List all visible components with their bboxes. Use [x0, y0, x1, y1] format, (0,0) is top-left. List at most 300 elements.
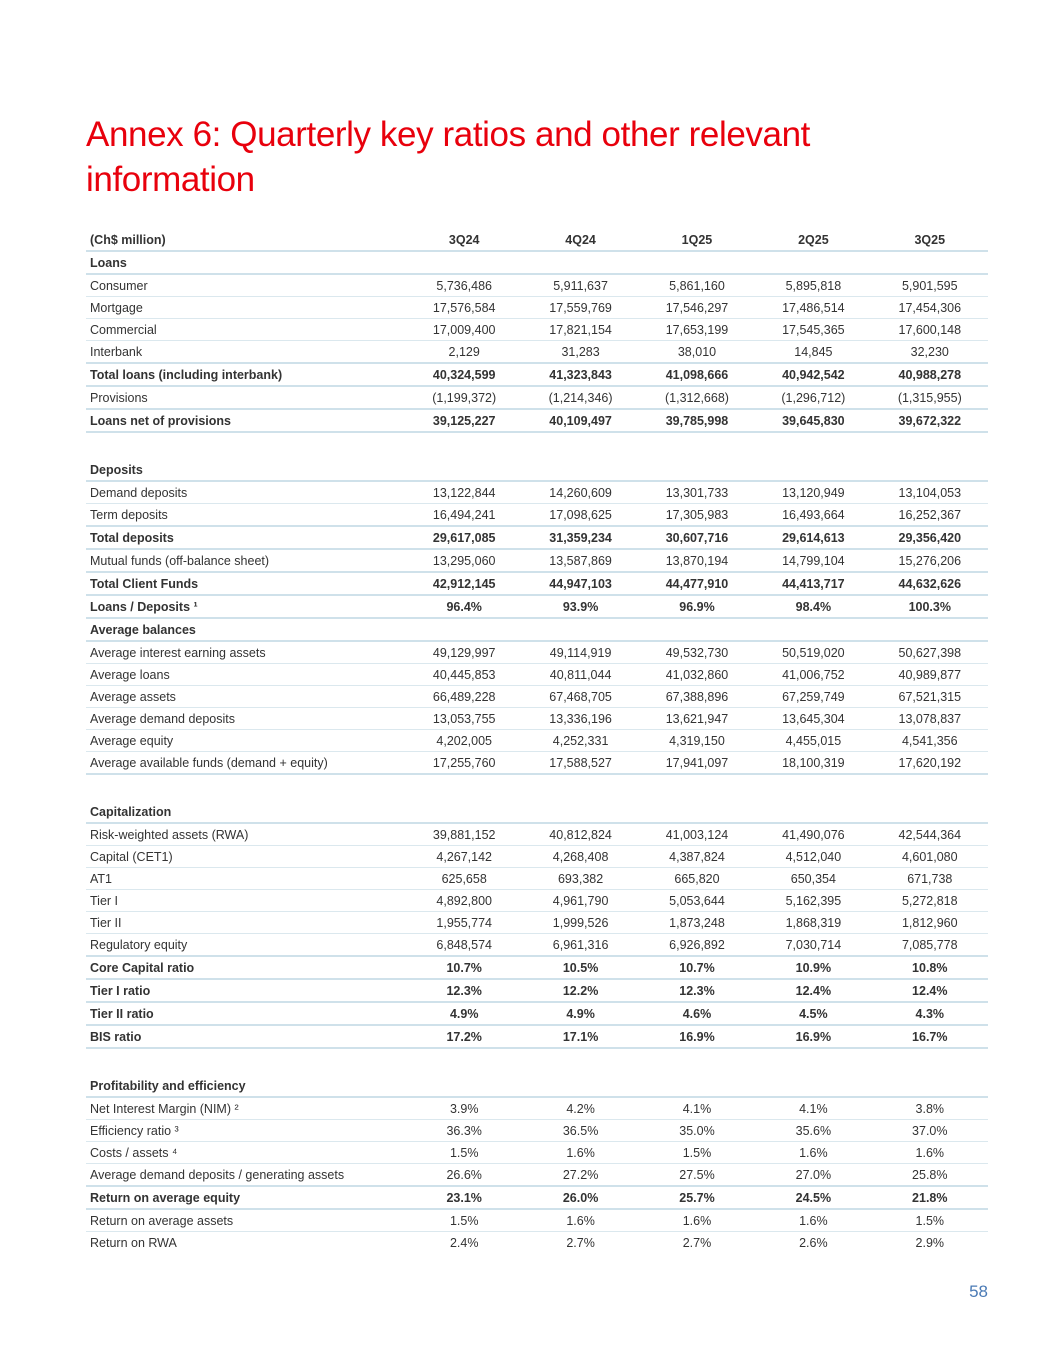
row-label: AT1	[86, 868, 406, 890]
value-cell: 40,109,497	[522, 409, 638, 432]
total-row	[86, 572, 988, 595]
table-row	[86, 846, 988, 868]
value-cell: 650,354	[755, 868, 871, 890]
row-label: Average available funds (demand + equity)	[86, 752, 406, 775]
value-cell: 1.6%	[522, 1142, 638, 1164]
row-label: Risk-weighted assets (RWA)	[86, 823, 406, 846]
value-cell: 4.6%	[639, 1002, 755, 1025]
value-cell: 1.6%	[639, 1209, 755, 1232]
value-cell: 4,202,005	[406, 730, 522, 752]
value-cell: 16.9%	[755, 1025, 871, 1048]
column-header-4q24: 4Q24	[522, 229, 638, 251]
value-cell: 35.6%	[755, 1120, 871, 1142]
column-header-1q25: 1Q25	[639, 229, 755, 251]
row-label: Efficiency ratio ³	[86, 1120, 406, 1142]
value-cell: 16,493,664	[755, 504, 871, 527]
value-cell: 2.6%	[799, 1235, 828, 1250]
section-row	[86, 618, 988, 641]
value-cell: 13,587,869	[522, 549, 638, 572]
total-row	[86, 979, 988, 1002]
value-cell: 41,003,124	[639, 823, 755, 846]
value-cell: 31,283	[522, 341, 638, 364]
value-cell: 44,413,717	[755, 572, 871, 595]
total-row	[86, 595, 988, 618]
value-cell: 41,490,076	[755, 823, 871, 846]
value-cell: 4,601,080	[872, 846, 988, 868]
total-row	[86, 363, 988, 386]
value-cell: 44,632,626	[872, 572, 988, 595]
value-cell	[639, 251, 755, 274]
value-cell: 1.5%	[872, 1209, 988, 1232]
value-cell: 4,267,142	[406, 846, 522, 868]
row-label: Loans net of provisions	[86, 409, 406, 432]
value-cell: 12.4%	[872, 979, 988, 1002]
row-label: Return on average equity	[86, 1186, 406, 1209]
total-row	[86, 1186, 988, 1209]
row-label: BIS ratio	[86, 1025, 406, 1048]
value-cell: 13,078,837	[872, 708, 988, 730]
value-cell: 13,870,194	[639, 549, 755, 572]
value-cell: 26.0%	[522, 1186, 638, 1209]
table-row	[86, 1232, 988, 1254]
column-header-unit: (Ch$ million)	[86, 229, 406, 251]
value-cell: 10.7%	[406, 956, 522, 979]
value-cell	[522, 251, 638, 274]
value-cell: 14,799,104	[755, 549, 871, 572]
value-cell: 37.0%	[872, 1120, 988, 1142]
value-cell: 6,961,316	[522, 934, 638, 957]
table-row	[86, 319, 988, 341]
value-cell: 40,942,542	[755, 363, 871, 386]
value-cell: 16,252,367	[872, 504, 988, 527]
value-cell: 41,006,752	[755, 664, 871, 686]
value-cell: 29,614,613	[755, 526, 871, 549]
value-cell: 4,892,800	[406, 890, 522, 912]
value-cell: 39,645,830	[755, 409, 871, 432]
value-cell: 4.2%	[522, 1097, 638, 1120]
value-cell: (1,214,346)	[522, 386, 638, 409]
value-cell: 49,532,730	[639, 641, 755, 664]
value-cell: 2.7%	[566, 1235, 595, 1250]
value-cell: 10.9%	[755, 956, 871, 979]
value-cell: 5,901,595	[872, 274, 988, 297]
table-body	[86, 251, 988, 1253]
value-cell: 16,494,241	[406, 504, 522, 527]
table-row	[86, 386, 988, 409]
table-row	[86, 934, 988, 957]
value-cell: 625,658	[406, 868, 522, 890]
value-cell: 3.9%	[406, 1097, 522, 1120]
section-row	[86, 459, 988, 481]
value-cell: 49,129,997	[406, 641, 522, 664]
value-cell: 671,738	[872, 868, 988, 890]
row-label: Total deposits	[86, 526, 406, 549]
table-row	[86, 341, 988, 364]
value-cell: 1.6%	[755, 1142, 871, 1164]
row-label: Average demand deposits / generating assets	[86, 1164, 406, 1187]
value-cell: 17,545,365	[755, 319, 871, 341]
row-label: Commercial	[86, 319, 406, 341]
row-label: Core Capital ratio	[86, 956, 406, 979]
value-cell: 17,821,154	[522, 319, 638, 341]
value-cell: 32,230	[872, 341, 988, 364]
value-cell	[755, 618, 871, 641]
total-row	[86, 1002, 988, 1025]
table-row	[86, 504, 988, 527]
value-cell: 4.1%	[755, 1097, 871, 1120]
value-cell: 1.6%	[522, 1209, 638, 1232]
row-label: Provisions	[86, 386, 406, 409]
row-label: Average interest earning assets	[86, 641, 406, 664]
column-header-2q25: 2Q25	[755, 229, 871, 251]
row-label: Deposits	[86, 459, 406, 481]
value-cell: 25.8%	[872, 1164, 988, 1187]
value-cell: 17,546,297	[639, 297, 755, 319]
value-cell: 40,811,044	[522, 664, 638, 686]
total-row	[86, 409, 988, 432]
table-row	[86, 708, 988, 730]
value-cell: 16.7%	[872, 1025, 988, 1048]
value-cell: 1,868,319	[755, 912, 871, 934]
value-cell: 13,621,947	[639, 708, 755, 730]
table-row	[86, 1097, 988, 1120]
column-header-3q24: 3Q24	[406, 229, 522, 251]
value-cell: 17.2%	[406, 1025, 522, 1048]
value-cell: 4,252,331	[522, 730, 638, 752]
row-label: Net Interest Margin (NIM) ²	[86, 1097, 406, 1120]
value-cell: 12.3%	[406, 979, 522, 1002]
table-row	[86, 641, 988, 664]
table-row	[86, 664, 988, 686]
value-cell	[522, 1075, 638, 1097]
table-row	[86, 823, 988, 846]
value-cell: 10.8%	[872, 956, 988, 979]
value-cell: (1,296,712)	[755, 386, 871, 409]
value-cell: 2.7%	[682, 1235, 712, 1250]
value-cell: 40,989,877	[872, 664, 988, 686]
value-cell: 36.5%	[522, 1120, 638, 1142]
value-cell: 27.2%	[522, 1164, 638, 1187]
value-cell: 21.8%	[872, 1186, 988, 1209]
value-cell: 13,122,844	[406, 481, 522, 504]
value-cell	[872, 459, 988, 481]
total-row	[86, 1025, 988, 1048]
value-cell: 41,098,666	[639, 363, 755, 386]
value-cell: 5,861,160	[639, 274, 755, 297]
value-cell: 17,255,760	[406, 752, 522, 775]
value-cell: 18,100,319	[755, 752, 871, 775]
value-cell: 17,559,769	[522, 297, 638, 319]
value-cell: 31,359,234	[522, 526, 638, 549]
row-label: Loans	[86, 251, 406, 274]
table-row	[86, 912, 988, 934]
value-cell: 40,988,278	[872, 363, 988, 386]
row-label: Average loans	[86, 664, 406, 686]
value-cell	[872, 1075, 988, 1097]
value-cell: 39,125,227	[406, 409, 522, 432]
table-header-row	[86, 229, 988, 251]
table-row	[86, 1120, 988, 1142]
value-cell: 27.5%	[639, 1164, 755, 1187]
value-cell: 17,454,306	[872, 297, 988, 319]
value-cell: 5,053,644	[639, 890, 755, 912]
value-cell: 13,301,733	[639, 481, 755, 504]
value-cell	[406, 618, 522, 641]
value-cell: 6,926,892	[639, 934, 755, 957]
value-cell	[755, 801, 871, 823]
table-row	[86, 868, 988, 890]
row-label: Mutual funds (off-balance sheet)	[86, 549, 406, 572]
value-cell: 1,812,960	[872, 912, 988, 934]
row-label: Consumer	[86, 274, 406, 297]
table-row	[86, 686, 988, 708]
value-cell: 16.9%	[639, 1025, 755, 1048]
row-label: Return on RWA	[90, 1235, 177, 1250]
row-label: Demand deposits	[86, 481, 406, 504]
value-cell: 5,736,486	[406, 274, 522, 297]
value-cell: 25.7%	[639, 1186, 755, 1209]
value-cell	[522, 459, 638, 481]
page-number: 58	[969, 1282, 988, 1301]
table-row	[86, 549, 988, 572]
value-cell: 26.6%	[406, 1164, 522, 1187]
value-cell: 1.5%	[406, 1209, 522, 1232]
value-cell: 67,468,705	[522, 686, 638, 708]
value-cell: 693,382	[522, 868, 638, 890]
value-cell: 42,544,364	[872, 823, 988, 846]
value-cell: 14,260,609	[522, 481, 638, 504]
value-cell: 1.6%	[872, 1142, 988, 1164]
value-cell: 38,010	[639, 341, 755, 364]
table-row	[86, 1209, 988, 1232]
value-cell: 4.9%	[522, 1002, 638, 1025]
row-label: Term deposits	[86, 504, 406, 527]
section-row	[86, 1075, 988, 1097]
value-cell: 42,912,145	[406, 572, 522, 595]
row-label: Average balances	[86, 618, 406, 641]
value-cell: 17,576,584	[406, 297, 522, 319]
row-label: Tier I ratio	[86, 979, 406, 1002]
value-cell: 49,114,919	[522, 641, 638, 664]
value-cell: 17,486,514	[755, 297, 871, 319]
section-row	[86, 801, 988, 823]
value-cell: 100.3%	[872, 595, 988, 618]
value-cell: 98.4%	[755, 595, 871, 618]
value-cell: 4.3%	[872, 1002, 988, 1025]
value-cell: 41,323,843	[522, 363, 638, 386]
value-cell	[406, 1075, 522, 1097]
value-cell: 96.9%	[639, 595, 755, 618]
value-cell: 39,785,998	[639, 409, 755, 432]
row-label: Return on average assets	[86, 1209, 406, 1232]
value-cell: 17,653,199	[639, 319, 755, 341]
value-cell: 4.9%	[406, 1002, 522, 1025]
value-cell: (1,199,372)	[406, 386, 522, 409]
value-cell: 27.0%	[755, 1164, 871, 1187]
value-cell: 35.0%	[639, 1120, 755, 1142]
column-header-3q25: 3Q25	[872, 229, 988, 251]
value-cell	[872, 801, 988, 823]
value-cell: 17,620,192	[872, 752, 988, 775]
value-cell: 4,512,040	[755, 846, 871, 868]
table-row	[86, 481, 988, 504]
value-cell: 41,032,860	[639, 664, 755, 686]
value-cell: 17,305,983	[639, 504, 755, 527]
value-cell	[639, 459, 755, 481]
value-cell: 4,541,356	[872, 730, 988, 752]
row-label: Interbank	[86, 341, 406, 364]
value-cell: 4,319,150	[639, 730, 755, 752]
value-cell: 13,053,755	[406, 708, 522, 730]
total-row	[86, 956, 988, 979]
row-label: Average demand deposits	[86, 708, 406, 730]
row-label: Total loans (including interbank)	[86, 363, 406, 386]
value-cell: (1,315,955)	[872, 386, 988, 409]
value-cell	[872, 618, 988, 641]
value-cell: 4.5%	[755, 1002, 871, 1025]
value-cell: 17,098,625	[522, 504, 638, 527]
spacer-cell	[86, 1048, 988, 1075]
spacer-row	[86, 1048, 988, 1075]
value-cell: 17,588,527	[522, 752, 638, 775]
value-cell: 15,276,206	[872, 549, 988, 572]
total-row	[86, 526, 988, 549]
value-cell: (1,312,668)	[639, 386, 755, 409]
value-cell	[639, 1075, 755, 1097]
table-row	[86, 890, 988, 912]
value-cell: 67,259,749	[755, 686, 871, 708]
value-cell: 44,947,103	[522, 572, 638, 595]
value-cell: 4,387,824	[639, 846, 755, 868]
value-cell	[406, 251, 522, 274]
value-cell: 7,030,714	[755, 934, 871, 957]
value-cell: 13,295,060	[406, 549, 522, 572]
value-cell: 50,519,020	[755, 641, 871, 664]
value-cell	[755, 1075, 871, 1097]
table-row	[86, 730, 988, 752]
value-cell: 39,881,152	[406, 823, 522, 846]
value-cell	[755, 459, 871, 481]
value-cell: 96.4%	[406, 595, 522, 618]
value-cell	[639, 801, 755, 823]
section-row	[86, 251, 988, 274]
row-label: Tier II ratio	[86, 1002, 406, 1025]
spacer-row	[86, 774, 988, 801]
value-cell: 2.9%	[915, 1235, 945, 1250]
row-label: Average equity	[86, 730, 406, 752]
value-cell	[522, 801, 638, 823]
value-cell	[522, 618, 638, 641]
row-label: Costs / assets ⁴	[86, 1142, 406, 1164]
page-title: Annex 6: Quarterly key ratios and other relevant information	[86, 115, 810, 199]
value-cell: 67,388,896	[639, 686, 755, 708]
value-cell: 30,607,716	[639, 526, 755, 549]
value-cell: 29,617,085	[406, 526, 522, 549]
value-cell: 50,627,398	[872, 641, 988, 664]
value-cell: 4,268,408	[522, 846, 638, 868]
value-cell: 17,941,097	[639, 752, 755, 775]
row-label: Regulatory equity	[86, 934, 406, 957]
row-label: Profitability and efficiency	[86, 1075, 406, 1097]
value-cell: 665,820	[639, 868, 755, 890]
table-row	[86, 297, 988, 319]
value-cell: 93.9%	[522, 595, 638, 618]
value-cell: 1.5%	[639, 1142, 755, 1164]
value-cell: 23.1%	[406, 1186, 522, 1209]
value-cell: 3.8%	[872, 1097, 988, 1120]
value-cell: 12.4%	[755, 979, 871, 1002]
value-cell: 5,162,395	[755, 890, 871, 912]
value-cell: 17.1%	[522, 1025, 638, 1048]
row-label: Average assets	[86, 686, 406, 708]
value-cell: 17,600,148	[872, 319, 988, 341]
value-cell: 44,477,910	[639, 572, 755, 595]
table-row	[86, 752, 988, 775]
value-cell: 39,672,322	[872, 409, 988, 432]
value-cell: 1,873,248	[639, 912, 755, 934]
value-cell: 29,356,420	[872, 526, 988, 549]
value-cell: 17,009,400	[406, 319, 522, 341]
value-cell: 14,845	[755, 341, 871, 364]
table-row	[86, 1164, 988, 1187]
value-cell: 13,104,053	[872, 481, 988, 504]
value-cell: 10.5%	[522, 956, 638, 979]
value-cell: 4,455,015	[755, 730, 871, 752]
value-cell: 40,324,599	[406, 363, 522, 386]
value-cell: 4.1%	[639, 1097, 755, 1120]
table-row	[86, 1142, 988, 1164]
row-label: Tier II	[86, 912, 406, 934]
value-cell: 5,895,818	[755, 274, 871, 297]
value-cell: 12.2%	[522, 979, 638, 1002]
value-cell: 2,129	[406, 341, 522, 364]
value-cell: 2.4%	[449, 1235, 479, 1250]
table-row	[86, 274, 988, 297]
row-label: Capitalization	[86, 801, 406, 823]
value-cell: 1.6%	[755, 1209, 871, 1232]
row-label: Loans / Deposits ¹	[86, 595, 406, 618]
value-cell	[406, 459, 522, 481]
value-cell: 5,272,818	[872, 890, 988, 912]
value-cell: 24.5%	[755, 1186, 871, 1209]
value-cell: 13,336,196	[522, 708, 638, 730]
value-cell: 6,848,574	[406, 934, 522, 957]
value-cell	[755, 251, 871, 274]
value-cell: 13,645,304	[755, 708, 871, 730]
value-cell: 1,955,774	[406, 912, 522, 934]
value-cell: 67,521,315	[872, 686, 988, 708]
value-cell	[406, 801, 522, 823]
value-cell	[872, 251, 988, 274]
key-ratios-table	[86, 229, 988, 1253]
value-cell: 13,120,949	[755, 481, 871, 504]
value-cell: 10.7%	[639, 956, 755, 979]
row-label: Mortgage	[86, 297, 406, 319]
row-label: Tier I	[86, 890, 406, 912]
row-label: Capital (CET1)	[86, 846, 406, 868]
value-cell: 40,445,853	[406, 664, 522, 686]
spacer-row	[86, 432, 988, 459]
spacer-cell	[86, 432, 988, 459]
value-cell: 1,999,526	[522, 912, 638, 934]
value-cell: 36.3%	[406, 1120, 522, 1142]
value-cell: 40,812,824	[522, 823, 638, 846]
value-cell	[639, 618, 755, 641]
spacer-cell	[86, 774, 988, 801]
value-cell: 1.5%	[406, 1142, 522, 1164]
value-cell: 7,085,778	[872, 934, 988, 957]
row-label: Total Client Funds	[86, 572, 406, 595]
